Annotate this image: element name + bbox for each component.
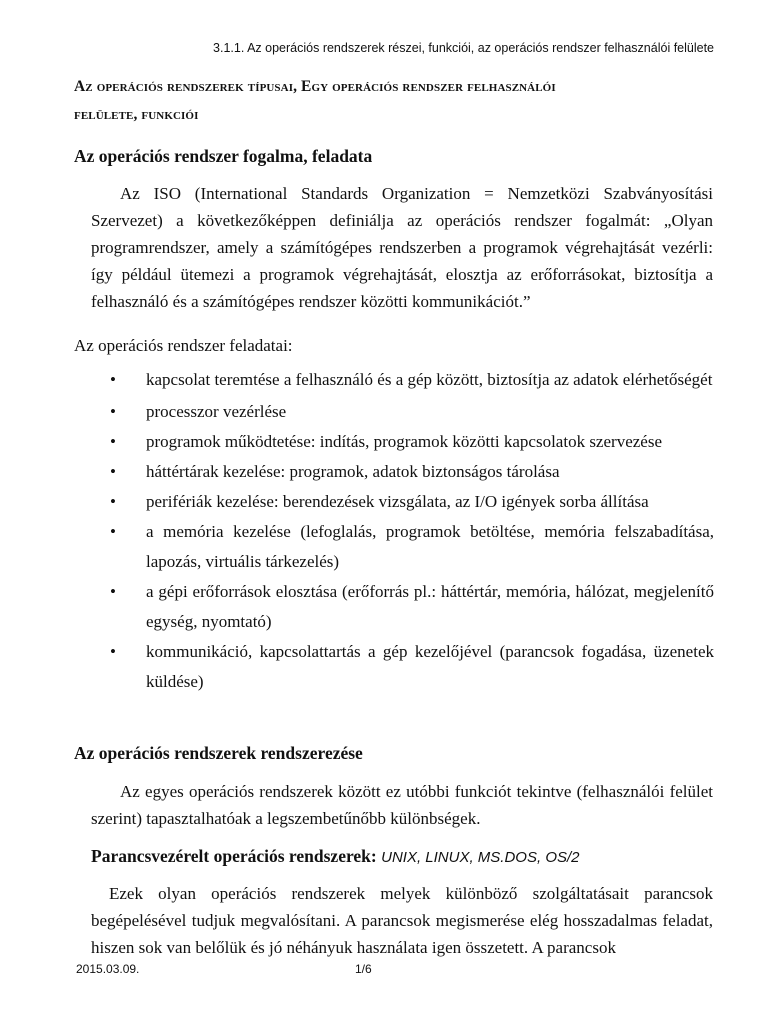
bullet-icon: •: [110, 582, 116, 601]
footer-page-number: 1/6: [355, 962, 372, 976]
classification-text: Az egyes operációs rendszerek között ez utóbbi funkciót tekintve (felhasználói felület szerint) tapasztalhatóak a legszembetűnőbb különbségek.: [91, 782, 713, 828]
list-item: • programok működtetése: indítás, programok közötti kapcsolatok szervezése: [74, 427, 714, 457]
list-item: • kommunikáció, kapcsolattartás a gép kezelőjével (parancsok fogadása, üzenetek küldése): [74, 637, 714, 697]
list-item: • a memória kezelése (lefoglalás, programok betöltése, memória felszabadítása, lapozás, virtuális tárkezelés): [74, 517, 714, 577]
tasks-label: Az operációs rendszer feladatai:: [74, 336, 293, 355]
list-item: • a gépi erőforrások elosztása (erőforrás pl.: háttértár, memória, hálózat, megjelenítő egység, nyomtató): [74, 577, 714, 637]
list-item: • processzor vezérlése: [74, 397, 714, 427]
list-item: • háttértárak kezelése: programok, adatok biztonságos tárolása: [74, 457, 714, 487]
command-driven-subheading: [91, 846, 580, 867]
bullet-icon: •: [110, 522, 116, 541]
command-driven-label: Parancsvezérelt operációs rendszerek:: [91, 846, 377, 866]
classification-paragraph: [91, 778, 713, 832]
bullet-icon: •: [110, 642, 116, 661]
running-header: 3.1.1. Az operációs rendszerek részei, funkciói, az operációs rendszer felhasználói felülete: [213, 41, 714, 55]
list-item: • kapcsolat teremtése a felhasználó és a gép között, biztosítja az adatok elérhetőségét: [74, 365, 714, 395]
bullet-icon: •: [110, 462, 116, 481]
footer-date: 2015.03.09.: [76, 962, 140, 976]
command-driven-examples: UNIX, LINUX, MS.DOS, OS/2: [381, 849, 580, 866]
tasks-list: [74, 365, 714, 697]
bullet-icon: •: [110, 492, 116, 511]
command-driven-text: Ezek olyan operációs rendszerek melyek különböző szolgáltatásait parancsok begépelésével tudjuk megvalósítani. A parancsok megismerése elég hosszadalmas feladat, hiszen sok van belőlük és jó néhányuk használata igen összetett. A parancsok: [91, 884, 713, 957]
section-heading-classification: Az operációs rendszerek rendszerezése: [74, 743, 363, 763]
document-title: [74, 73, 724, 129]
iso-definition-paragraph: [91, 180, 713, 315]
bullet-icon: •: [110, 370, 116, 389]
document-title-line1: Az operációs rendszerek típusai, Egy operációs rendszer felhasználói: [74, 78, 556, 95]
section-heading-concept: Az operációs rendszer fogalma, feladata: [74, 146, 373, 166]
list-item: • perifériák kezelése: berendezések vizsgálata, az I/O igények sorba állítása: [74, 487, 714, 517]
document-title-line2: felülete, funkciói: [74, 106, 199, 123]
command-driven-paragraph: [91, 880, 713, 961]
bullet-icon: •: [110, 402, 116, 421]
bullet-icon: •: [110, 432, 116, 451]
iso-definition-text: Az ISO (International Standards Organization = Nemzetközi Szabványosítási Szervezet) a következőképpen definiálja az operációs rendszer fogalmát: „Olyan programrendszer, amely a számítógépes rendszerben a programok végrehajtását vezérli: így például ütemezi a programok végrehajtását, elosztja az erőforrásokat, biztosítja a felhasználó és a számítógépes rendszer közötti kommunikációt.”: [91, 184, 713, 311]
